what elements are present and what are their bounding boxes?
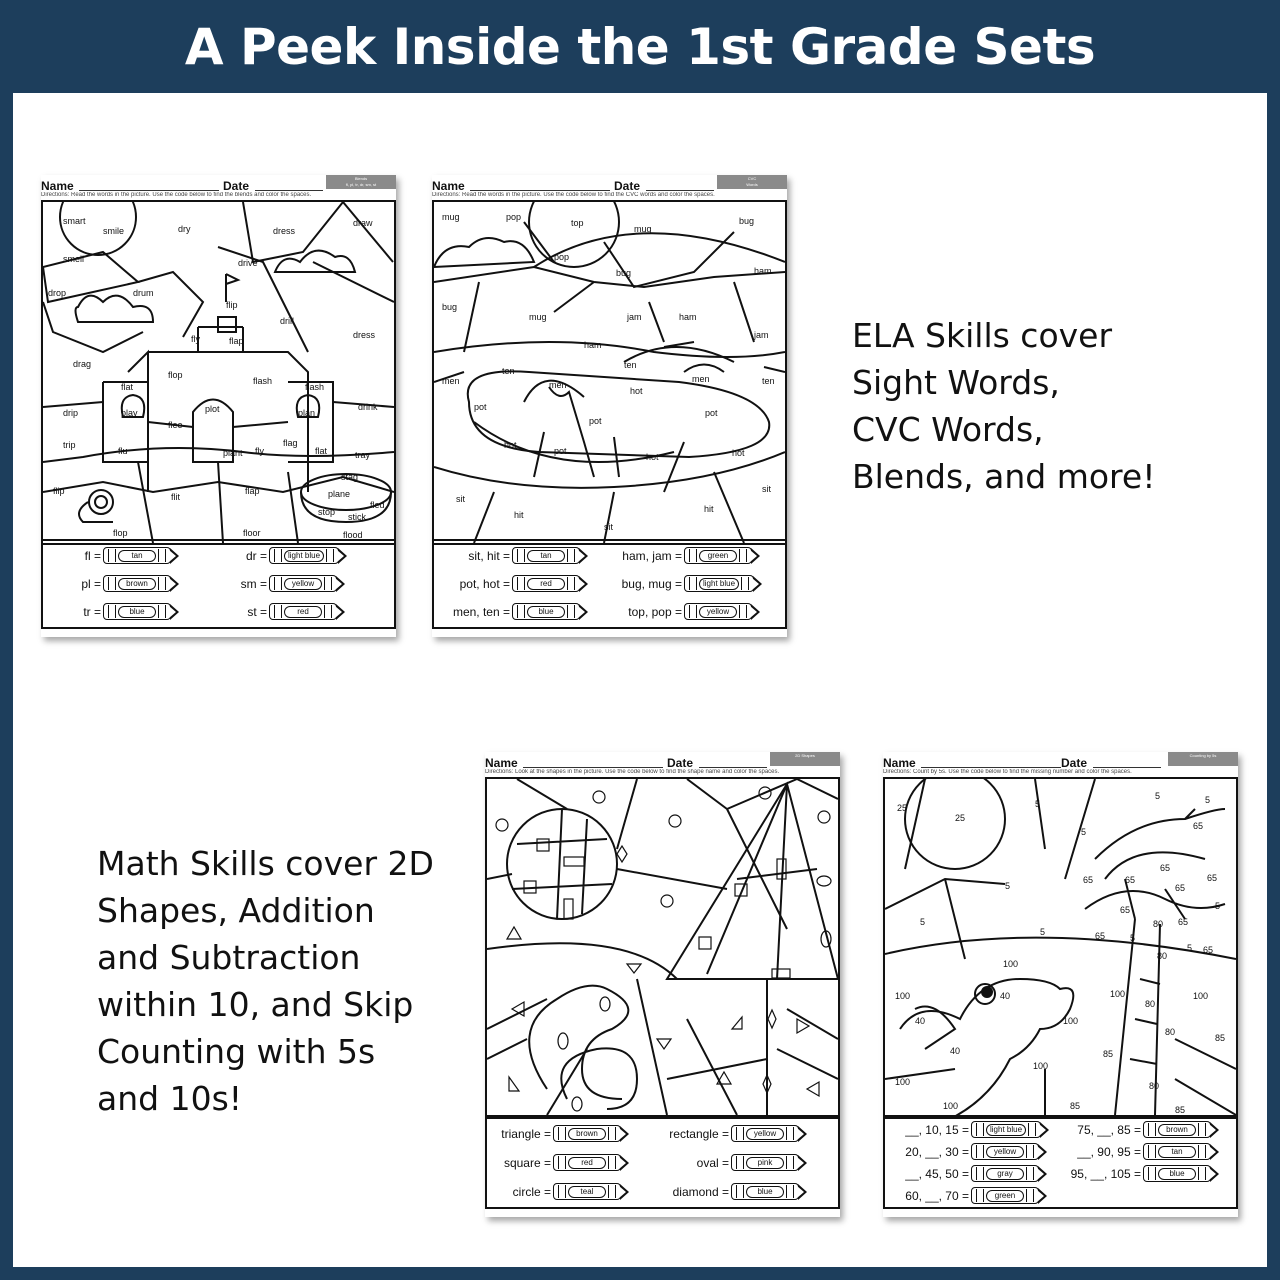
key-row: __, 90, 95 = tan — [1061, 1143, 1219, 1160]
svg-text:5: 5 — [920, 917, 926, 927]
svg-text:100: 100 — [1033, 1061, 1049, 1071]
page-title: A Peek Inside the 1st Grade Sets — [184, 17, 1096, 76]
svg-text:hit: hit — [514, 510, 524, 520]
svg-text:40: 40 — [950, 1046, 961, 1056]
svg-text:bug: bug — [442, 302, 458, 312]
svg-text:ham: ham — [754, 266, 772, 276]
svg-text:80: 80 — [1149, 1081, 1160, 1091]
name-label: Name — [883, 756, 916, 770]
svg-text:smart: smart — [63, 216, 86, 226]
date-label: Date — [223, 179, 250, 193]
svg-text:play: play — [121, 408, 138, 418]
svg-text:5: 5 — [1215, 901, 1221, 911]
svg-text:65: 65 — [1178, 917, 1189, 927]
topic-tag: CVC Words — [717, 175, 787, 189]
svg-text:65: 65 — [1095, 931, 1106, 941]
key-row: 60, __, 70 = green — [889, 1187, 1047, 1204]
svg-text:80: 80 — [1153, 919, 1164, 929]
svg-text:floor: floor — [243, 528, 261, 538]
svg-text:smell: smell — [63, 254, 85, 264]
svg-text:pot: pot — [554, 446, 567, 456]
color-key — [41, 539, 396, 629]
svg-text:top: top — [571, 218, 584, 228]
svg-text:5: 5 — [1155, 791, 1161, 801]
ela-skills-caption: ELA Skills cover Sight Words, CVC Words, Blends, and more! — [852, 316, 1156, 496]
topic-tag: Counting by 5s — [1168, 752, 1238, 766]
svg-text:pot: pot — [474, 402, 487, 412]
key-row: rectangle = yellow — [659, 1125, 807, 1142]
key-row: fl = tan — [49, 547, 179, 564]
svg-text:drive: drive — [238, 258, 258, 268]
svg-text:65: 65 — [1193, 821, 1204, 831]
svg-text:flat: flat — [121, 382, 134, 392]
svg-text:100: 100 — [1003, 959, 1019, 969]
svg-text:flip: flip — [53, 486, 65, 496]
svg-text:85: 85 — [1175, 1105, 1186, 1115]
svg-text:65: 65 — [1125, 875, 1136, 885]
blends-worksheet — [41, 175, 396, 637]
svg-text:ham: ham — [584, 340, 602, 350]
svg-text:25: 25 — [955, 813, 966, 823]
key-row: square = red — [491, 1154, 629, 1171]
svg-text:flood: flood — [343, 530, 363, 540]
topic-tag: Blends fl, pl, tr, dr, sm, st — [326, 175, 396, 189]
svg-text:bug: bug — [739, 216, 755, 226]
svg-text:plot: plot — [205, 404, 220, 414]
svg-text:65: 65 — [1120, 905, 1131, 915]
name-label: Name — [485, 756, 518, 770]
svg-text:5: 5 — [1187, 943, 1193, 953]
svg-text:mug: mug — [442, 212, 460, 222]
title-banner — [0, 0, 1280, 93]
svg-text:drill: drill — [280, 316, 295, 326]
key-row: tr = blue — [49, 603, 179, 620]
svg-text:5: 5 — [1081, 827, 1087, 837]
svg-text:drum: drum — [133, 288, 154, 298]
svg-text:flash: flash — [253, 376, 273, 386]
svg-text:65: 65 — [1175, 883, 1186, 893]
svg-text:hot: hot — [646, 452, 659, 462]
svg-text:80: 80 — [1157, 951, 1168, 961]
svg-text:drop: drop — [48, 288, 67, 298]
svg-text:85: 85 — [1215, 1033, 1226, 1043]
counting-worksheet — [883, 752, 1238, 1217]
svg-text:65: 65 — [1207, 873, 1218, 883]
date-label: Date — [614, 179, 641, 193]
svg-text:hot: hot — [504, 440, 517, 450]
svg-text:plant: plant — [223, 448, 243, 458]
svg-text:40: 40 — [915, 1016, 926, 1026]
svg-text:fly: fly — [255, 446, 264, 456]
svg-text:flap: flap — [245, 486, 260, 496]
svg-text:hot: hot — [630, 386, 643, 396]
svg-text:flag: flag — [283, 438, 298, 448]
svg-text:drip: drip — [63, 408, 79, 418]
svg-text:100: 100 — [1110, 989, 1126, 999]
date-label: Date — [667, 756, 694, 770]
key-row: diamond = blue — [659, 1183, 807, 1200]
svg-text:mug: mug — [634, 224, 652, 234]
svg-text:sit: sit — [762, 484, 771, 494]
key-row: men, ten = blue — [434, 603, 588, 620]
date-label: Date — [1061, 756, 1088, 770]
flipflop-drawing — [434, 202, 785, 543]
key-row: oval = pink — [659, 1154, 807, 1171]
key-row: __, 10, 15 = light blue — [889, 1121, 1049, 1138]
math-skills-caption: Math Skills cover 2D Shapes, Addition and Subtraction within 10, and Skip Counting with 5s and 10s! — [97, 844, 434, 1118]
directions-text: Directions: Read the words in the picture. Use the code below to find the CVC words and color the spaces. — [432, 192, 715, 198]
color-key — [432, 539, 787, 629]
key-row: triangle = brown — [491, 1125, 629, 1142]
key-row: dr = light blue — [219, 547, 347, 564]
svg-text:smile: smile — [103, 226, 125, 236]
svg-text:tray: tray — [355, 450, 371, 460]
svg-text:40: 40 — [1000, 991, 1011, 1001]
svg-text:drag: drag — [73, 359, 92, 369]
color-key — [883, 1117, 1238, 1209]
key-row: circle = teal — [491, 1183, 629, 1200]
svg-text:sit: sit — [456, 494, 465, 504]
svg-text:pop: pop — [554, 252, 570, 262]
color-key — [485, 1117, 840, 1209]
svg-text:100: 100 — [895, 991, 911, 1001]
svg-text:100: 100 — [895, 1077, 911, 1087]
svg-text:stop: stop — [318, 507, 336, 517]
dolphin-palm-drawing — [885, 779, 1236, 1115]
svg-text:men: men — [442, 376, 460, 386]
svg-text:jam: jam — [754, 330, 769, 340]
sandcastle-drawing — [43, 202, 394, 543]
svg-text:80: 80 — [1145, 999, 1156, 1009]
directions-text: Directions: Read the words in the picture. Use the code below to find the blends and color the spaces. — [41, 192, 312, 198]
svg-text:65: 65 — [1083, 875, 1094, 885]
svg-text:flap: flap — [229, 336, 244, 346]
svg-text:bug: bug — [616, 268, 632, 278]
key-row: 20, __, 30 = yellow — [889, 1143, 1047, 1160]
svg-text:ten: ten — [762, 376, 775, 386]
svg-text:65: 65 — [1203, 945, 1214, 955]
key-row: __, 45, 50 = gray — [889, 1165, 1047, 1182]
svg-text:5: 5 — [1005, 881, 1011, 891]
svg-text:dry: dry — [178, 224, 191, 234]
svg-text:flip: flip — [226, 300, 238, 310]
svg-text:25: 25 — [897, 803, 908, 813]
svg-text:hot: hot — [732, 448, 745, 458]
cvc-worksheet — [432, 175, 787, 637]
svg-text:ten: ten — [502, 366, 515, 376]
key-row: 95, __, 105 = blue — [1061, 1165, 1219, 1182]
svg-text:sit: sit — [604, 522, 613, 532]
svg-text:ham: ham — [679, 312, 697, 322]
svg-text:mug: mug — [529, 312, 547, 322]
key-row: bug, mug = light blue — [610, 575, 762, 592]
svg-text:flash: flash — [305, 382, 325, 392]
svg-text:pot: pot — [705, 408, 718, 418]
svg-text:80: 80 — [1165, 1027, 1176, 1037]
key-row: st = red — [219, 603, 345, 620]
svg-text:flee: flee — [168, 420, 183, 430]
svg-text:dress: dress — [353, 330, 376, 340]
svg-text:65: 65 — [1160, 863, 1171, 873]
svg-text:plane: plane — [328, 489, 351, 499]
name-label: Name — [432, 179, 465, 193]
svg-text:men: men — [692, 374, 710, 384]
svg-text:100: 100 — [943, 1101, 959, 1111]
svg-text:flat: flat — [315, 446, 328, 456]
key-row: ham, jam = green — [610, 547, 760, 564]
svg-text:5: 5 — [1040, 927, 1046, 937]
key-row: 75, __, 85 = brown — [1061, 1121, 1219, 1138]
svg-text:100: 100 — [1193, 991, 1209, 1001]
svg-text:5: 5 — [1035, 799, 1041, 809]
shapes-worksheet — [485, 752, 840, 1217]
directions-text: Directions: Count by 5s. Use the code below to find the missing number and color the spaces. — [883, 769, 1132, 775]
counting-coloring-picture — [883, 777, 1238, 1117]
svg-text:men: men — [549, 380, 567, 390]
key-row: sit, hit = tan — [434, 547, 588, 564]
svg-text:85: 85 — [1103, 1049, 1114, 1059]
shapes-coloring-picture — [485, 777, 840, 1117]
svg-text:jam: jam — [627, 312, 642, 322]
topic-tag: 2D Shapes — [770, 752, 840, 766]
svg-text:stag: stag — [341, 472, 359, 482]
svg-text:pot: pot — [589, 416, 602, 426]
svg-text:drink: drink — [358, 402, 378, 412]
svg-text:plan: plan — [298, 408, 316, 418]
svg-text:ten: ten — [624, 360, 637, 370]
key-row: pot, hot = red — [434, 575, 588, 592]
svg-text:5: 5 — [1130, 933, 1136, 943]
svg-text:flop: flop — [168, 370, 183, 380]
key-row: pl = brown — [49, 575, 179, 592]
svg-text:fly: fly — [191, 334, 200, 344]
svg-text:pop: pop — [506, 212, 522, 222]
blends-coloring-picture — [41, 200, 396, 545]
svg-text:trip: trip — [63, 440, 76, 450]
svg-text:85: 85 — [1070, 1101, 1081, 1111]
key-row: sm = yellow — [219, 575, 345, 592]
svg-text:draw: draw — [353, 218, 373, 228]
svg-text:stick: stick — [348, 512, 366, 522]
svg-text:fled: fled — [370, 500, 385, 510]
svg-text:flit: flit — [171, 492, 180, 502]
cvc-coloring-picture — [432, 200, 787, 545]
svg-text:5: 5 — [1205, 795, 1211, 805]
directions-text: Directions: Look at the shapes in the picture. Use the code below to find the shape name and color the spaces. — [485, 769, 780, 775]
svg-text:flop: flop — [113, 528, 128, 538]
svg-text:dress: dress — [273, 226, 296, 236]
beach-umbrella-drawing — [487, 779, 838, 1115]
svg-text:100: 100 — [1063, 1016, 1079, 1026]
svg-text:hit: hit — [704, 504, 714, 514]
svg-text:flu: flu — [118, 446, 128, 456]
key-row: top, pop = yellow — [610, 603, 760, 620]
name-label: Name — [41, 179, 74, 193]
